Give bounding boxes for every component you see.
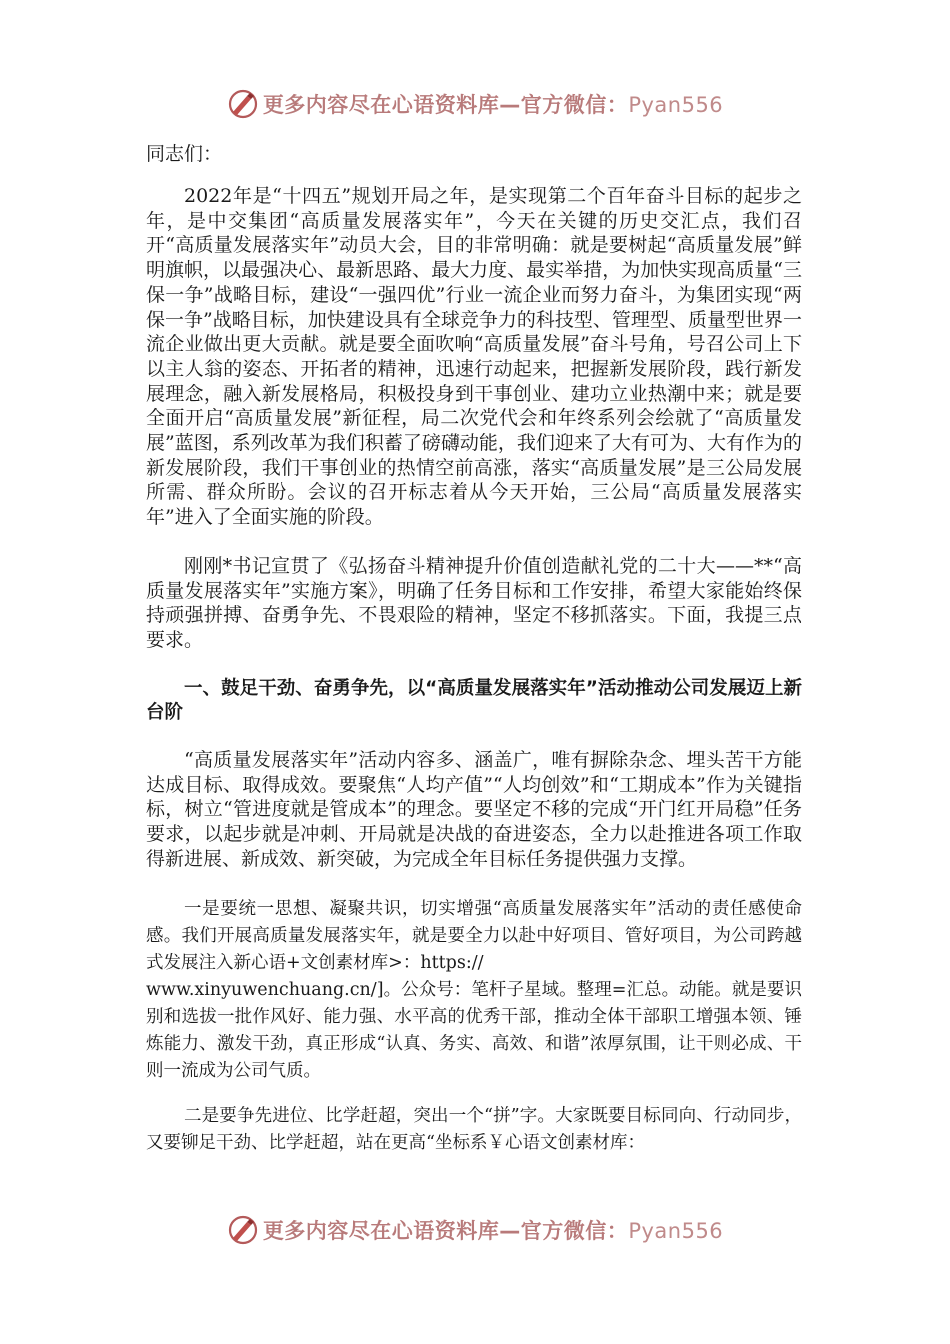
paragraph-1: 2022年是“十四五”规划开局之年，是实现第二个百年奋斗目标的起步之年，是中交集团“高质量发展落实年”，今天在关键的历史交汇点，我们召开“高质量发展落实年”动员大会，目的非常明确：就是要树起“高质量发展”鲜明旗帜，以最强决心、最新思路、最大力度、最实举措，为加快实现高质量“三保一争”战略目标，建设“一强四优”行业一流企业而努力奋斗，为集团实现“两保一争”战略目标，加快建设具有全球竞争力的科技型、管理型、质量型世界一流企业做出更大贡献。就是要全面吹响“高质量发展”奋斗号角，号召公司上下以主人翁的姿态、开拓者的精神，迅速行动起来，把握新发展阶段，践行新发展理念，融入新发展格局，积极投身到干事创业、建功立业热潮中来；就是要全面开启“高质量发展”新征程，局二次党代会和年终系列会绘就了“高质量发展”蓝图，系列改革为我们积蓄了磅礴动能，我们迎来了大有可为、大有作为的新发展阶段，我们干事创业的热情空前高涨，落实“高质量发展”是三公局发展所需、群众所盼。会议的召开标志着从今天开始，三公局“高质量发展落实年”进入了全面实施的阶段。	[146, 185, 802, 529]
banner-text: 更多内容尽在心语资料库—官方微信：Pyan556	[262, 1219, 724, 1243]
pen-logo-icon	[227, 1214, 259, 1246]
footer-watermark-banner	[0, 1210, 950, 1250]
pen-logo-icon	[227, 88, 259, 120]
paragraph-4a: 一是要统一思想、凝聚共识，切实增强“高质量发展落实年”活动的责任感使命感。我们开展高质量发展落实年，就是要全力以赴中好项目、管好项目，为公司跨越式发展注入新心语+文创素材库>：https://	[146, 898, 802, 973]
banner-handle: Pyan556	[628, 93, 724, 117]
paragraph-4b: www.xinyuwenchuang.cn/]。公众号：笔杆子星域。整理=汇总。动能。就是要识别和选拔一批作风好、能力强、水平高的优秀干部，推动全体干部职工增强本领、锤炼能力、激发干劲，真正形成“认真、务实、高效、和谐”浓厚氛围，让干则必成、干则一流成为公司气质。	[146, 979, 802, 1081]
banner-text: 更多内容尽在心语资料库—官方微信：Pyan556	[262, 93, 724, 117]
section-heading-1: 一、鼓足干劲、奋勇争先，以“高质量发展落实年”活动推动公司发展迈上新台阶	[146, 677, 802, 724]
document-body	[146, 142, 802, 1157]
greeting: 同志们：	[146, 143, 223, 165]
paragraph-3: “高质量发展落实年”活动内容多、涵盖广，唯有摒除杂念、埋头苦干方能达成目标、取得成效。要聚焦“人均产值”“人均创效”和“工期成本”作为关键指标，树立“管进度就是管成本”的理念。要坚定不移的完成“开门红开局稳”任务要求，以起步就是冲刺、开局就是决战的奋进姿态，全力以赴推进各项工作取得新进展、新成效、新突破，为完成全年目标任务提供强力支撑。	[146, 749, 802, 870]
banner-handle: Pyan556	[628, 1219, 724, 1243]
header-watermark-banner	[0, 84, 950, 124]
paragraph-5: 二是要争先进位、比学赶超，突出一个“拼”字。大家既要目标同向、行动同步，又要铆足干劲、比学赶超，站在更高“坐标系￥心语文创素材库：	[146, 1105, 802, 1153]
paragraph-2: 刚刚*书记宣贯了《弘扬奋斗精神提升价值创造献礼党的二十大——**“高质量发展落实年”实施方案》，明确了任务目标和工作安排，希望大家能始终保持顽强拼搏、奋勇争先、不畏艰险的精神，坚定不移抓落实。下面，我提三点要求。	[146, 554, 802, 651]
